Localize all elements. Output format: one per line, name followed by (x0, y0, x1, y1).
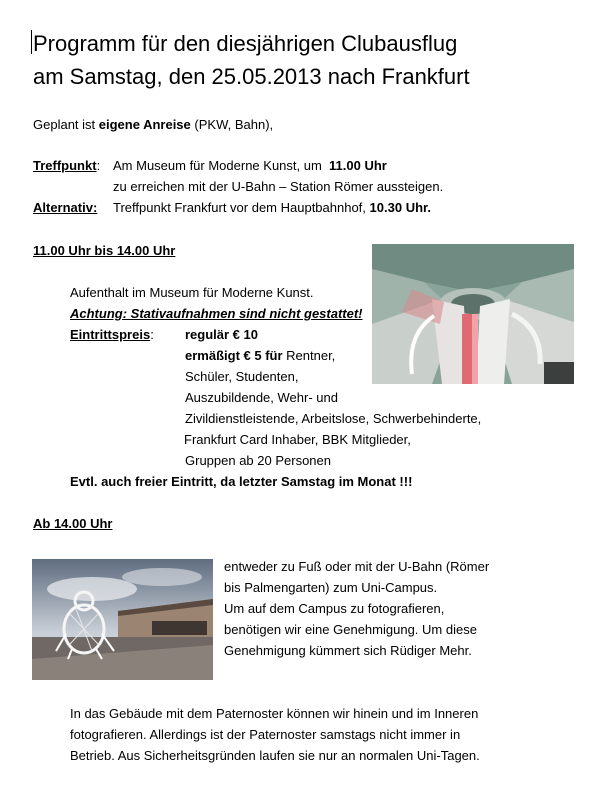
intro-suffix: (PKW, Bahn), (190, 117, 274, 132)
tripod-warning: Achtung: Stativaufnahmen sind nicht gestattet! (70, 306, 363, 321)
reduced-bold: ermäßigt € 5 für (185, 348, 283, 363)
reduced-rest: Rentner, (282, 348, 336, 363)
entry-price-label (70, 324, 154, 345)
campus-text-line: entweder zu Fuß oder mit der U-Bahn (Römer (224, 559, 490, 574)
campus-text-line: Um auf dem Campus zu fotografieren, (224, 601, 445, 616)
intro-bold: eigene Anreise (98, 117, 191, 132)
entry-colon: : (150, 327, 154, 342)
alternative-text: Treffpunkt Frankfurt vor dem Hauptbahnhof, (113, 200, 366, 215)
text-cursor (31, 30, 32, 54)
meeting-line-2: zu erreichen mit der U-Bahn – Station Römer aussteigen. (113, 179, 444, 194)
free-entry-note: Evtl. auch freier Eintritt, da letzter Samstag im Monat !!! (70, 474, 413, 489)
museum-stay: Aufenthalt im Museum für Moderne Kunst. (70, 285, 314, 300)
museum-interior-photo (372, 244, 574, 384)
paternoster-line: In das Gebäude mit dem Paternoster können wir hinein und im Inneren (70, 706, 479, 721)
alternative-time: 10.30 Uhr. (369, 200, 431, 215)
title-line-1: Programm für den diesjährigen Clubausflug (33, 31, 458, 56)
intro-text (33, 114, 273, 135)
regular-price: regulär € 10 (185, 327, 258, 342)
campus-text-line: bis Palmengarten) zum Uni-Campus. (224, 580, 438, 595)
meeting-text-line (113, 155, 387, 176)
entry-label: Eintrittspreis (70, 327, 151, 342)
campus-sculpture-photo (32, 559, 213, 680)
reduced-group-item: Frankfurt Card Inhaber, BBK Mitglieder, (184, 432, 411, 447)
alternative-label: Alternativ: (33, 200, 98, 215)
section2-heading: Ab 14.00 Uhr (33, 516, 113, 531)
paternoster-line: fotografieren. Allerdings ist der Paternoster samstags nicht immer in (70, 727, 461, 742)
meeting-time: 11.00 Uhr (329, 158, 387, 173)
alternative-line (113, 197, 431, 218)
reduced-price (185, 345, 335, 366)
reduced-group-item: Auszubildende, Wehr- und (185, 390, 338, 405)
section1-heading: 11.00 Uhr bis 14.00 Uhr (33, 243, 176, 258)
reduced-group-item: Gruppen ab 20 Personen (185, 453, 331, 468)
reduced-group-item: Zivildienstleistende, Arbeitslose, Schwerbehinderte, (185, 411, 482, 426)
campus-text-line: Genehmigung kümmert sich Rüdiger Mehr. (224, 643, 472, 658)
title-line-2: am Samstag, den 25.05.2013 nach Frankfurt (33, 64, 470, 89)
paternoster-line: Betrieb. Aus Sicherheitsgründen laufen sie nur an normalen Uni-Tagen. (70, 748, 480, 763)
reduced-group-item: Schüler, Studenten, (185, 369, 299, 384)
museum-photo-graphic (372, 244, 574, 384)
meeting-line (33, 155, 100, 176)
intro-prefix: Geplant ist (33, 117, 99, 132)
meeting-colon: : (96, 158, 101, 173)
campus-text-line: benötigen wir eine Genehmigung. Um diese (224, 622, 477, 637)
campus-photo-graphic (32, 559, 213, 680)
meeting-text: Am Museum für Moderne Kunst, um (113, 158, 322, 173)
meeting-label: Treffpunkt (33, 158, 97, 173)
